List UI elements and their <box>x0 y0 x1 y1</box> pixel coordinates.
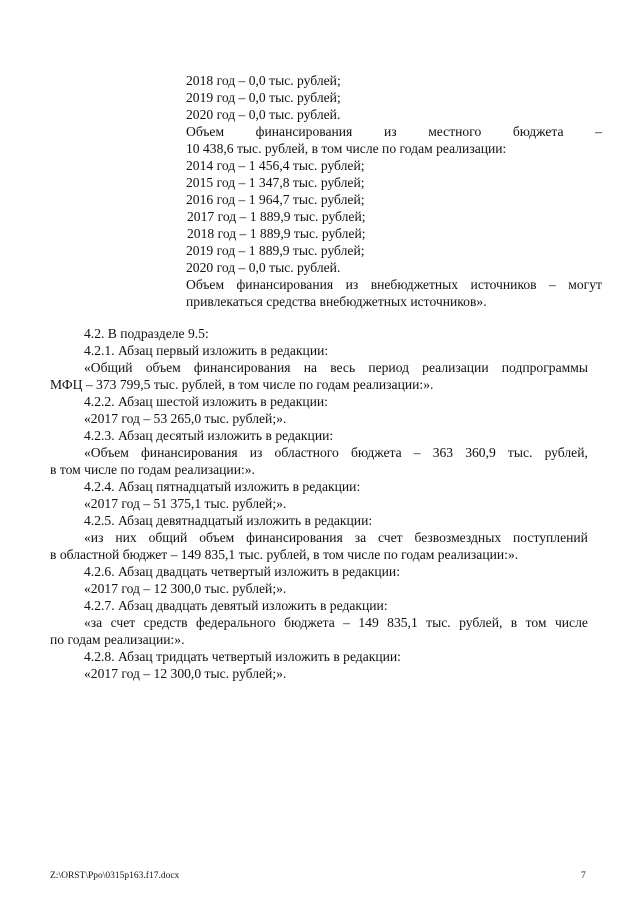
word: – <box>595 124 602 139</box>
clause-4-2-7: 4.2.7. Абзац двадцать девятый изложить в редакции: <box>84 598 388 613</box>
word: финансирования <box>246 530 343 545</box>
word: подпрограммы <box>501 360 588 375</box>
quote-line: в областной бюджет – 149 835,1 тыс. рублей, в том числе по годам реализации:». <box>50 547 519 562</box>
word: Объем <box>186 124 225 139</box>
quote-line <box>84 530 588 547</box>
word: бюджета <box>284 615 335 630</box>
quote-line <box>84 615 588 632</box>
word: бюджета <box>350 445 402 460</box>
text-line: 2020 год – 0,0 тыс. рублей. <box>186 260 341 275</box>
word: рублей, <box>544 445 588 460</box>
text-line: 2017 год – 1 889,9 тыс. рублей; <box>187 209 366 224</box>
clause-4-2-8: 4.2.8. Абзац тридцать четвертый изложить в редакции: <box>84 649 401 664</box>
footer-file-path: Z:\ORST\Ppo\0315p163.f17.docx <box>50 871 180 881</box>
extrabudget-heading <box>186 277 602 294</box>
word: за <box>354 530 367 545</box>
word: источников <box>470 277 537 292</box>
quote-line: по годам реализации:». <box>50 632 185 647</box>
clause-4-2-2: 4.2.2. Абзац шестой изложить в редакции: <box>84 394 328 409</box>
word: средств <box>143 615 188 630</box>
local-budget-heading <box>186 124 602 141</box>
word: бюджета <box>512 124 564 139</box>
word: тыс. <box>507 445 533 460</box>
quote-line: МФЦ – 373 799,5 тыс. рублей, в том числе по годам реализации:». <box>50 377 434 392</box>
word: «Общий <box>84 360 133 375</box>
text-line: привлекаться средства внебюджетных источников». <box>186 294 487 309</box>
quote-line <box>84 445 588 462</box>
word: счет <box>110 615 136 630</box>
text-line: 2019 год – 0,0 тыс. рублей; <box>186 90 341 105</box>
clause-4-2-3: 4.2.3. Абзац десятый изложить в редакции: <box>84 428 334 443</box>
word: внебюджетных <box>370 277 459 292</box>
word: период <box>368 360 410 375</box>
word: финансирования <box>255 124 353 139</box>
word: из <box>345 277 359 292</box>
word: из <box>249 445 263 460</box>
word: весь <box>330 360 356 375</box>
text-line: 2019 год – 1 889,9 тыс. рублей; <box>186 243 365 258</box>
clause-4-2: 4.2. В подразделе 9.5: <box>84 326 209 341</box>
text-line: 10 438,6 тыс. рублей, в том числе по годам реализации: <box>186 141 507 156</box>
quote-line: «2017 год – 51 375,1 тыс. рублей;». <box>84 496 287 511</box>
word: 360,9 <box>465 445 496 460</box>
word: финансирования <box>140 445 238 460</box>
clause-4-2-4: 4.2.4. Абзац пятнадцатый изложить в редакции: <box>84 479 361 494</box>
word: Объем <box>186 277 225 292</box>
clause-4-2-1: 4.2.1. Абзац первый изложить в редакции: <box>84 343 329 358</box>
clause-4-2-6: 4.2.6. Абзац двадцать четвертый изложить в редакции: <box>84 564 400 579</box>
word: «из <box>84 530 104 545</box>
text-line: 2014 год – 1 456,4 тыс. рублей; <box>186 158 365 173</box>
word: общий <box>148 530 188 545</box>
word: тыс. <box>426 615 451 630</box>
word: из <box>383 124 397 139</box>
word: областного <box>274 445 339 460</box>
word: объем <box>145 360 181 375</box>
quote-line: в том числе по годам реализации:». <box>50 462 255 477</box>
page-number: 7 <box>581 871 586 881</box>
word: на <box>303 360 318 375</box>
word: 363 <box>432 445 454 460</box>
word: «за <box>84 615 103 630</box>
text-line: 2015 год – 1 347,8 тыс. рублей; <box>186 175 365 190</box>
text-line: 2018 год – 0,0 тыс. рублей; <box>186 73 341 88</box>
word: том <box>525 615 547 630</box>
word: в <box>510 615 518 630</box>
word: них <box>115 530 137 545</box>
text-line: 2020 год – 0,0 тыс. рублей. <box>186 107 341 122</box>
quote-line: «2017 год – 12 300,0 тыс. рублей;». <box>84 581 287 596</box>
quote-line <box>84 360 588 377</box>
word: финансирования <box>193 360 291 375</box>
clause-4-2-5: 4.2.5. Абзац девятнадцатый изложить в редакции: <box>84 513 373 528</box>
word: поступлений <box>513 530 588 545</box>
word: – <box>549 277 556 292</box>
text-line: 2018 год – 1 889,9 тыс. рублей; <box>187 226 366 241</box>
word: – <box>413 445 421 460</box>
quote-line: «2017 год – 53 265,0 тыс. рублей;». <box>84 411 287 426</box>
word: – <box>343 615 350 630</box>
word: федерального <box>196 615 276 630</box>
word: «Объем <box>84 445 129 460</box>
quote-line: «2017 год – 12 300,0 тыс. рублей;». <box>84 666 287 681</box>
word: счет <box>378 530 403 545</box>
text-line: 2016 год – 1 964,7 тыс. рублей; <box>186 192 365 207</box>
word: числе <box>554 615 588 630</box>
word: могут <box>568 277 602 292</box>
word: реализации <box>422 360 489 375</box>
word: местного <box>428 124 482 139</box>
word: объем <box>199 530 235 545</box>
word: безвозмездных <box>414 530 502 545</box>
word: финансирования <box>236 277 334 292</box>
word: 835,1 <box>387 615 418 630</box>
word: рублей, <box>459 615 503 630</box>
word: 149 <box>358 615 379 630</box>
